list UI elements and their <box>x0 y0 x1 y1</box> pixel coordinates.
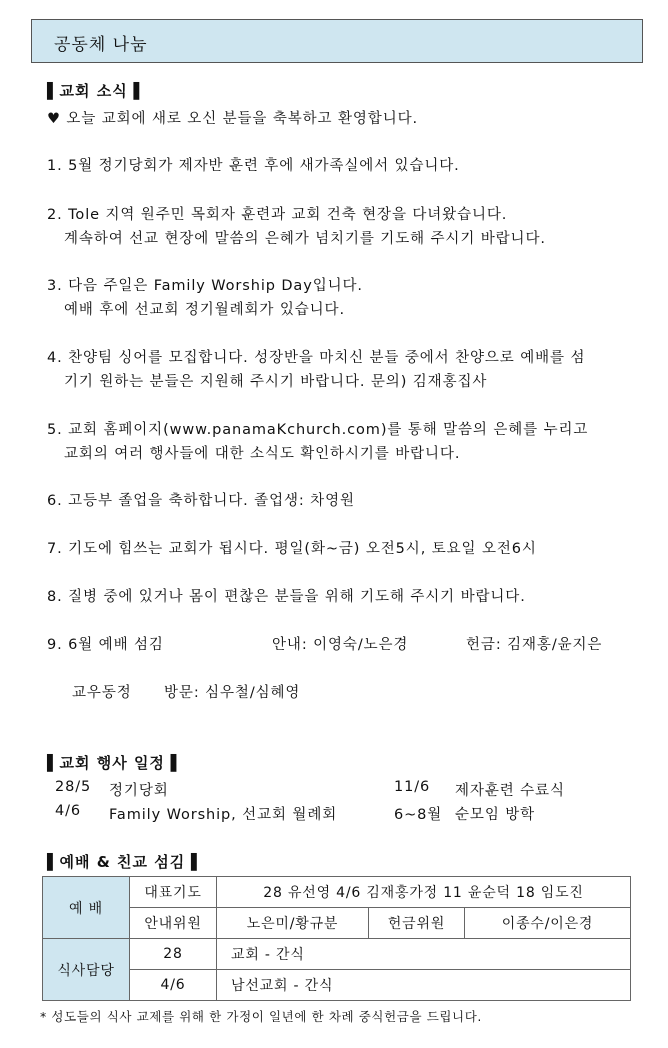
news-item-9-guide: 안내: 이영숙/노은경 <box>272 637 409 653</box>
news-item-5: 5. 교회 홈페이지(www.panamaKchurch.com)를 통해 말씀의 은혜를 누리고 <box>47 422 589 438</box>
offering-label: 헌금위원 <box>369 908 465 939</box>
event-right-text: 순모임 방학 <box>455 807 536 823</box>
news-section-title: ▌교회 소식▐ <box>47 82 141 100</box>
news-item-5-cont: 교회의 여러 행사들에 대한 소식도 확인하시기를 바랍니다. <box>64 446 461 462</box>
duty-section-title: ▌예배 & 친교 섬김▐ <box>47 853 198 871</box>
footnote: * 성도들의 식사 교제를 위해 한 가정이 일년에 한 차례 중식헌금을 드립니다. <box>40 1009 482 1024</box>
meal-text: 남선교회 - 간식 <box>217 970 631 1001</box>
news-item-1: 1. 5월 정기당회가 제자반 훈련 후에 새가족실에서 있습니다. <box>47 158 460 174</box>
section-header-box <box>31 19 643 63</box>
event-right-date: 6~8월 <box>394 807 443 823</box>
table-row <box>43 877 631 908</box>
fellowship-visit: 방문: 심우철/심혜영 <box>164 685 301 701</box>
event-left-text: Family Worship, 선교회 월례회 <box>109 807 338 823</box>
meal-date: 4/6 <box>130 970 217 1001</box>
news-item-3: 3. 다음 주일은 Family Worship Day입니다. <box>47 278 363 294</box>
rep-prayer-label: 대표기도 <box>130 877 217 908</box>
table-row <box>43 970 631 1001</box>
news-item-3-cont: 예배 후에 선교회 정기월례회가 있습니다. <box>64 302 345 318</box>
usher-value: 노은미/황규분 <box>217 908 369 939</box>
news-item-2-cont: 계속하여 선교 현장에 말씀의 은혜가 넘치기를 기도해 주시기 바랍니다. <box>64 231 546 247</box>
worship-label: 예 배 <box>43 877 130 939</box>
news-item-8: 8. 질병 중에 있거나 몸이 편찮은 분들을 위해 기도해 주시기 바랍니다. <box>47 589 526 605</box>
news-item-9-offering: 헌금: 김재홍/윤지은 <box>466 637 603 653</box>
fellowship-label: 교우동정 <box>72 685 132 701</box>
news-item-4: 4. 찬양팀 싱어를 모집합니다. 성장반을 마치신 분들 중에서 찬양으로 예배를 섬 <box>47 350 586 366</box>
events-section-title: ▌교회 행사 일정▐ <box>47 754 178 772</box>
meal-text: 교회 - 간식 <box>217 939 631 970</box>
event-left-text: 정기당회 <box>109 783 169 799</box>
event-left-date: 4/6 <box>55 803 82 819</box>
news-item-9-label: 9. 6월 예배 섬김 <box>47 637 164 653</box>
duty-table <box>42 876 631 1001</box>
usher-label: 안내위원 <box>130 908 217 939</box>
meal-label: 식사담당 <box>43 939 130 1001</box>
page-title: 공동체 나눔 <box>54 35 148 55</box>
rep-prayer-value: 28 유선영 4/6 김재홍가정 11 윤순덕 18 임도진 <box>217 877 631 908</box>
news-item-6: 6. 고등부 졸업을 축하합니다. 졸업생: 차영원 <box>47 493 355 509</box>
news-item-7: 7. 기도에 힘쓰는 교회가 됩시다. 평일(화~금) 오전5시, 토요일 오전6시 <box>47 541 537 557</box>
event-right-text: 제자훈련 수료식 <box>455 783 565 799</box>
table-row <box>43 908 631 939</box>
event-left-date: 28/5 <box>55 779 92 795</box>
news-item-2: 2. Tole 지역 원주민 목회자 훈련과 교회 건축 현장을 다녀왔습니다. <box>47 207 508 223</box>
offering-value: 이종수/이은경 <box>465 908 631 939</box>
news-item-4-cont: 기기 원하는 분들은 지원해 주시기 바랍니다. 문의) 김재홍집사 <box>64 374 488 390</box>
table-row <box>43 939 631 970</box>
meal-date: 28 <box>130 939 217 970</box>
welcome-line: ♥ 오늘 교회에 새로 오신 분들을 축복하고 환영합니다. <box>47 111 419 127</box>
event-right-date: 11/6 <box>394 779 431 795</box>
